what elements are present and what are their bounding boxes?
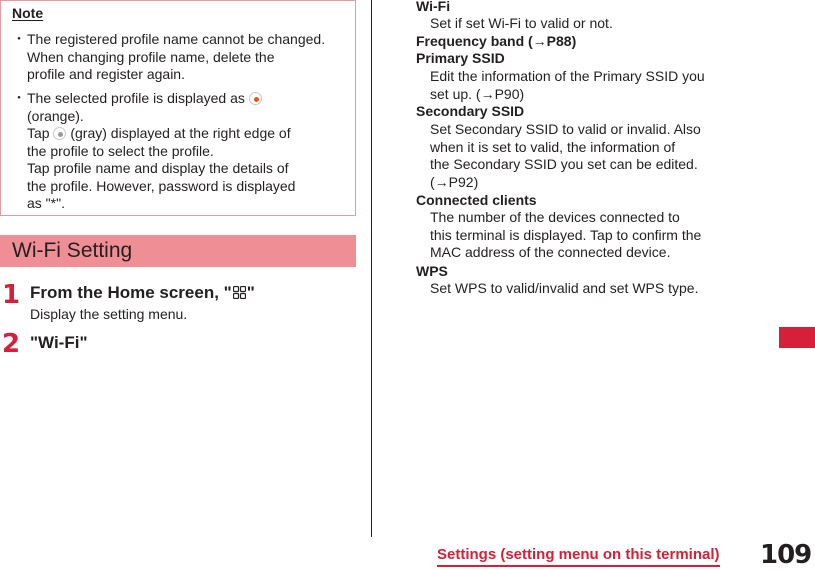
desc-line: Set Secondary SSID to valid or invalid. Also [430, 121, 701, 137]
term-connected-clients: Connected clients [416, 192, 537, 208]
orange-radio-icon [249, 92, 262, 105]
note-text: The selected profile is displayed as [27, 90, 245, 106]
note-text: (gray) displayed at the right edge of [70, 125, 291, 141]
step-text: From the Home screen, " [30, 283, 232, 302]
column-divider [371, 0, 372, 537]
note-line: the profile. However, password is displayed [27, 177, 296, 194]
bullet: ・ [12, 90, 26, 106]
gray-radio-icon [53, 127, 66, 140]
section-title: Wi-Fi Setting [12, 239, 133, 262]
term-wifi: Wi-Fi [416, 0, 451, 14]
apps-grid-icon [233, 286, 246, 299]
desc-line: (→P92) [430, 173, 479, 190]
desc-line: The number of the devices connected to [430, 209, 680, 225]
term-secondary-ssid: Secondary SSID [416, 103, 525, 119]
desc-wps [430, 280, 750, 298]
note-item-1 [12, 31, 347, 84]
note-line: When changing profile name, delete the [27, 48, 275, 65]
step-number-2: 2 [2, 329, 21, 359]
desc-line: this terminal is displayed. Tap to confirm the [430, 226, 702, 243]
desc-primary-ssid [430, 68, 750, 103]
desc-line: the Secondary SSID you set can be edited. [430, 156, 698, 172]
term-frequency-band: Frequency band (→P88) [416, 33, 577, 49]
note-line: as "*". [27, 195, 65, 211]
note-line: The registered profile name cannot be changed. [27, 31, 326, 47]
desc-line: Set if set Wi-Fi to valid or not. [430, 15, 613, 31]
step-1-text [30, 283, 255, 303]
step-number-1: 1 [2, 280, 21, 310]
note-line [27, 90, 347, 108]
note-line: the profile to select the profile. [27, 142, 214, 159]
desc-wifi [430, 15, 750, 33]
note-line [27, 125, 347, 143]
note-text: Tap [27, 125, 50, 141]
chapter-tab [779, 327, 815, 348]
step-1-sub: Display the setting menu. [30, 306, 188, 322]
desc-line: set up. (→P90) [430, 85, 525, 102]
desc-connected-clients [430, 209, 750, 262]
desc-line: when it is set to valid, the information of [430, 138, 676, 155]
desc-line: Edit the information of the Primary SSID you [430, 68, 705, 84]
note-line: Tap profile name and display the details of [27, 160, 289, 176]
note-title: Note [12, 5, 44, 21]
desc-line: Set WPS to valid/invalid and set WPS type. [430, 280, 699, 296]
note-item-2 [12, 90, 347, 213]
note-line: profile and register again. [27, 66, 185, 82]
term-primary-ssid: Primary SSID [416, 50, 505, 66]
page-number: 109 [760, 540, 812, 570]
note-line: (orange). [27, 107, 84, 124]
footer-section-title: Settings (setting menu on this terminal) [437, 546, 720, 567]
desc-line: MAC address of the connected device. [430, 244, 671, 260]
bullet: ・ [12, 31, 26, 47]
step-text: " [246, 283, 255, 302]
step-2-text: "Wi-Fi" [30, 333, 88, 352]
desc-secondary-ssid [430, 121, 750, 191]
term-wps: WPS [416, 263, 448, 279]
